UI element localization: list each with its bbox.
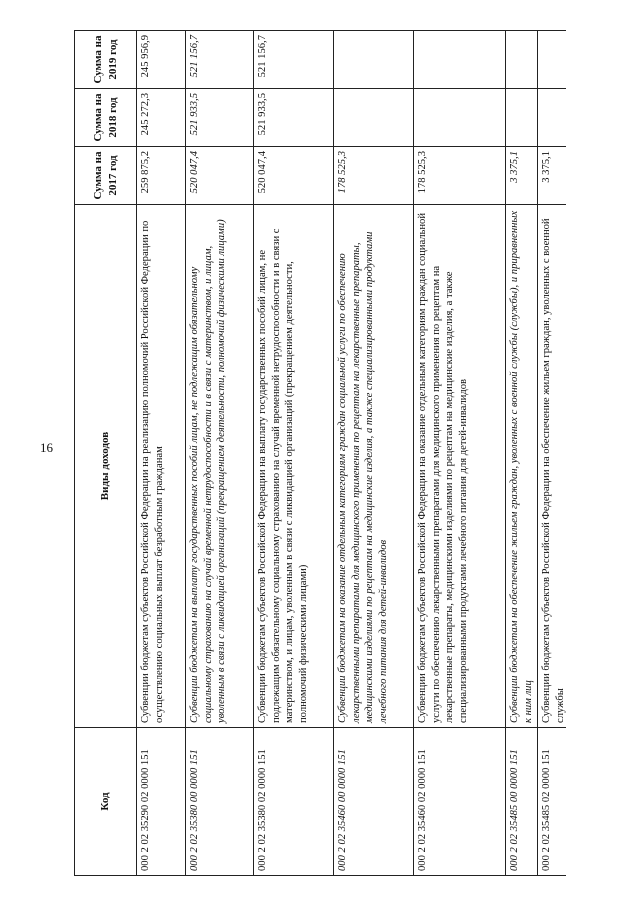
- row-code: 000 2 02 35380 02 0000 151: [254, 728, 334, 876]
- row-code: 000 2 02 35485 02 0000 151: [538, 728, 566, 876]
- row-sum-2018: 521 933,5: [186, 89, 254, 147]
- table-row: [538, 31, 566, 876]
- table-header-row: [75, 31, 137, 876]
- row-description: Субвенции бюджетам на оказание отдельным категориям граждан социальной услуги по обеспечению лекарственными препаратами для медицинского применения по рецептам на лекарственные препараты, медицинскими изделиями по рецептам на медицинские изделия, а также специализированными продуктами лечебного питания для детей-инвалидов: [334, 205, 414, 728]
- row-sum-2017: 3 375,1: [538, 147, 566, 205]
- row-sum-2017: 178 525,3: [334, 147, 414, 205]
- row-code: 000 2 02 35290 02 0000 151: [137, 728, 186, 876]
- row-description: Субвенции бюджетам на обеспечение жильем граждан, уволенных с военной службы (службы), и приравненных к ним лиц: [506, 205, 538, 728]
- row-sum-2018: [538, 89, 566, 147]
- table-container: [74, 30, 566, 876]
- header-revenue-type: Виды доходов: [75, 205, 137, 728]
- header-code: Код: [75, 728, 137, 876]
- row-sum-2019: 521 156,7: [186, 31, 254, 89]
- page-number: 16: [40, 440, 53, 455]
- row-code: 000 2 02 35485 00 0000 151: [506, 728, 538, 876]
- table-row: [506, 31, 538, 876]
- row-sum-2018: [334, 89, 414, 147]
- header-sum-2017: Сумма на 2017 год: [75, 147, 137, 205]
- row-description: Субвенции бюджетам субъектов Российской Федерации на выплату государственных пособий лицам, не подлежащим обязательному социальному страхованию на случай временной нетрудоспособности и в связи с материнством, и лицам, уволенным в связи с ликвидацией организаций (прекращением деятельности, полномочий физическими лицами): [254, 205, 334, 728]
- row-sum-2018: [506, 89, 538, 147]
- row-sum-2019: [506, 31, 538, 89]
- header-sum-2019: Сумма на 2019 год: [75, 31, 137, 89]
- row-sum-2019: [538, 31, 566, 89]
- table-row: [137, 31, 186, 876]
- rotated-table-frame: [74, 30, 566, 876]
- table-row: [414, 31, 506, 876]
- table-row: [334, 31, 414, 876]
- table-row: [186, 31, 254, 876]
- row-sum-2019: [414, 31, 506, 89]
- row-sum-2018: 521 933,5: [254, 89, 334, 147]
- table-row: [254, 31, 334, 876]
- row-sum-2019: 245 956,9: [137, 31, 186, 89]
- row-code: 000 2 02 35460 00 0000 151: [334, 728, 414, 876]
- revenue-table: [74, 30, 566, 876]
- row-sum-2018: [414, 89, 506, 147]
- row-sum-2019: [334, 31, 414, 89]
- row-description: Субвенции бюджетам субъектов Российской Федерации на обеспечение жильем граждан, уволенных с военной службы: [538, 205, 566, 728]
- row-sum-2017: 178 525,3: [414, 147, 506, 205]
- row-description: Субвенции бюджетам субъектов Российской Федерации на оказание отдельным категориям граждан социальной услуги по обеспечению лекарственными препаратами для медицинского применения по рецептам на лекарственные препараты, медицинскими изделиями по рецептам на медицинские изделия, а также специализированными продуктами лечебного питания для детей-инвалидов: [414, 205, 506, 728]
- row-code: 000 2 02 35460 02 0000 151: [414, 728, 506, 876]
- row-sum-2017: 259 875,2: [137, 147, 186, 205]
- row-sum-2018: 245 272,3: [137, 89, 186, 147]
- row-sum-2017: 3 375,1: [506, 147, 538, 205]
- header-sum-2018: Сумма на 2018 год: [75, 89, 137, 147]
- row-sum-2017: 520 047,4: [254, 147, 334, 205]
- row-sum-2019: 521 156,7: [254, 31, 334, 89]
- row-description: Субвенции бюджетам субъектов Российской Федерации на реализацию полномочий Российской Федерации по осуществлению социальных выплат безработным гражданам: [137, 205, 186, 728]
- row-description: Субвенции бюджетам на выплату государственных пособий лицам, не подлежащим обязательному социальному страхованию на случай временной нетрудоспособности и в связи с материнством, и лицам, уволенным в связи с ликвидацией организаций (прекращением деятельности, полномочий физическими лицами): [186, 205, 254, 728]
- row-code: 000 2 02 35380 00 0000 151: [186, 728, 254, 876]
- row-sum-2017: 520 047,4: [186, 147, 254, 205]
